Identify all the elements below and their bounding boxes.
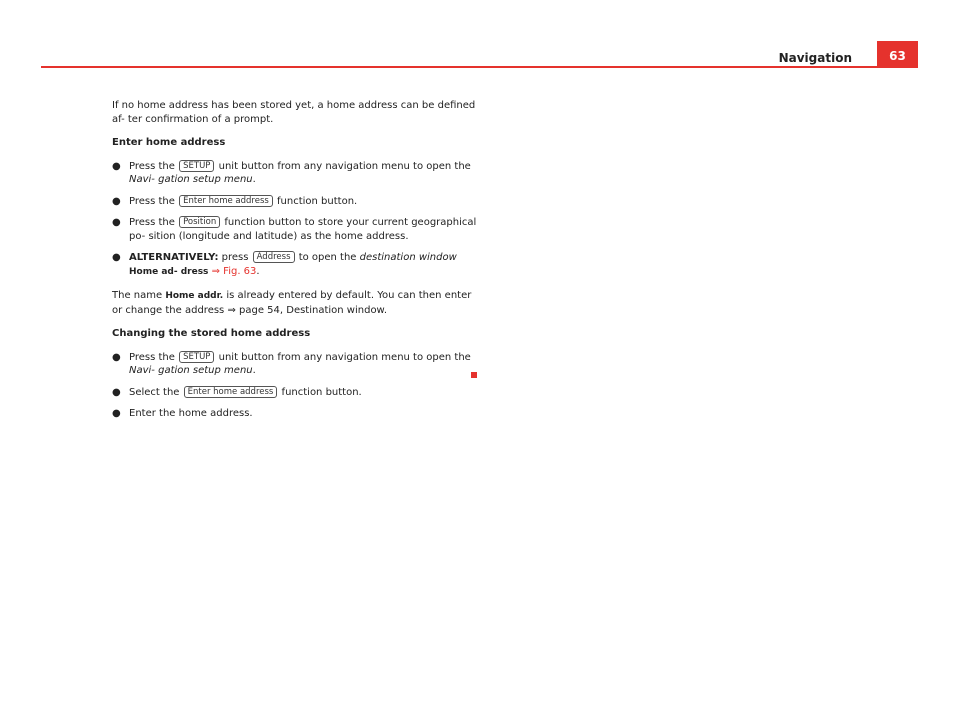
page-number: 63 xyxy=(877,41,918,68)
default-name-paragraph: The name Home addr. is already entered by default. You can then enter or change the address ⇒ page 54, Destination window. xyxy=(112,290,472,316)
bullet-icon: ● xyxy=(112,408,121,419)
body-text xyxy=(112,99,477,429)
bullet-icon: ● xyxy=(112,252,121,263)
intro-paragraph: If no home address has been stored yet, a home address can be defined af- ter confirmation of a prompt. xyxy=(112,100,476,125)
list-item: ● Press the SETUP unit button from any navigation menu to open the Navi- gation setup menu. xyxy=(112,351,471,376)
bullet-icon: ● xyxy=(112,217,121,228)
bullet-icon: ● xyxy=(112,160,121,172)
list-item: ● Select the Enter home address function button. xyxy=(112,386,362,398)
position-key: Position xyxy=(179,216,220,228)
list-item: ● Press the SETUP unit button from any navigation menu to open the Navi- gation setup menu. xyxy=(112,160,471,185)
figure-link[interactable]: ⇒ Fig. 63 xyxy=(211,265,257,277)
list-item: ● ALTERNATIVELY: press Address to open the destination window Home ad- dress ⇒ Fig. 63. xyxy=(112,252,457,277)
setup-key: SETUP xyxy=(179,351,214,363)
section-heading-enter-home: Enter home address xyxy=(112,137,226,148)
bullet-icon: ● xyxy=(112,386,121,398)
header-title: Navigation xyxy=(778,51,852,65)
enter-home-address-key: Enter home address xyxy=(184,386,278,398)
list-item: ● Press the Position function button to store your current geographical po- sition (longitude and latitude) as the home address. xyxy=(112,217,477,242)
bullet-icon: ● xyxy=(112,351,121,363)
header-rule xyxy=(41,66,918,68)
setup-key: SETUP xyxy=(179,160,214,172)
address-key: Address xyxy=(253,251,295,263)
section-end-marker xyxy=(471,372,477,378)
list-item: ● Enter the home address. xyxy=(112,408,253,419)
bullet-icon: ● xyxy=(112,195,121,207)
enter-home-address-key: Enter home address xyxy=(179,195,273,207)
list-item: ● Press the Enter home address function button. xyxy=(112,195,358,207)
section-heading-change-home: Changing the stored home address xyxy=(112,328,311,339)
